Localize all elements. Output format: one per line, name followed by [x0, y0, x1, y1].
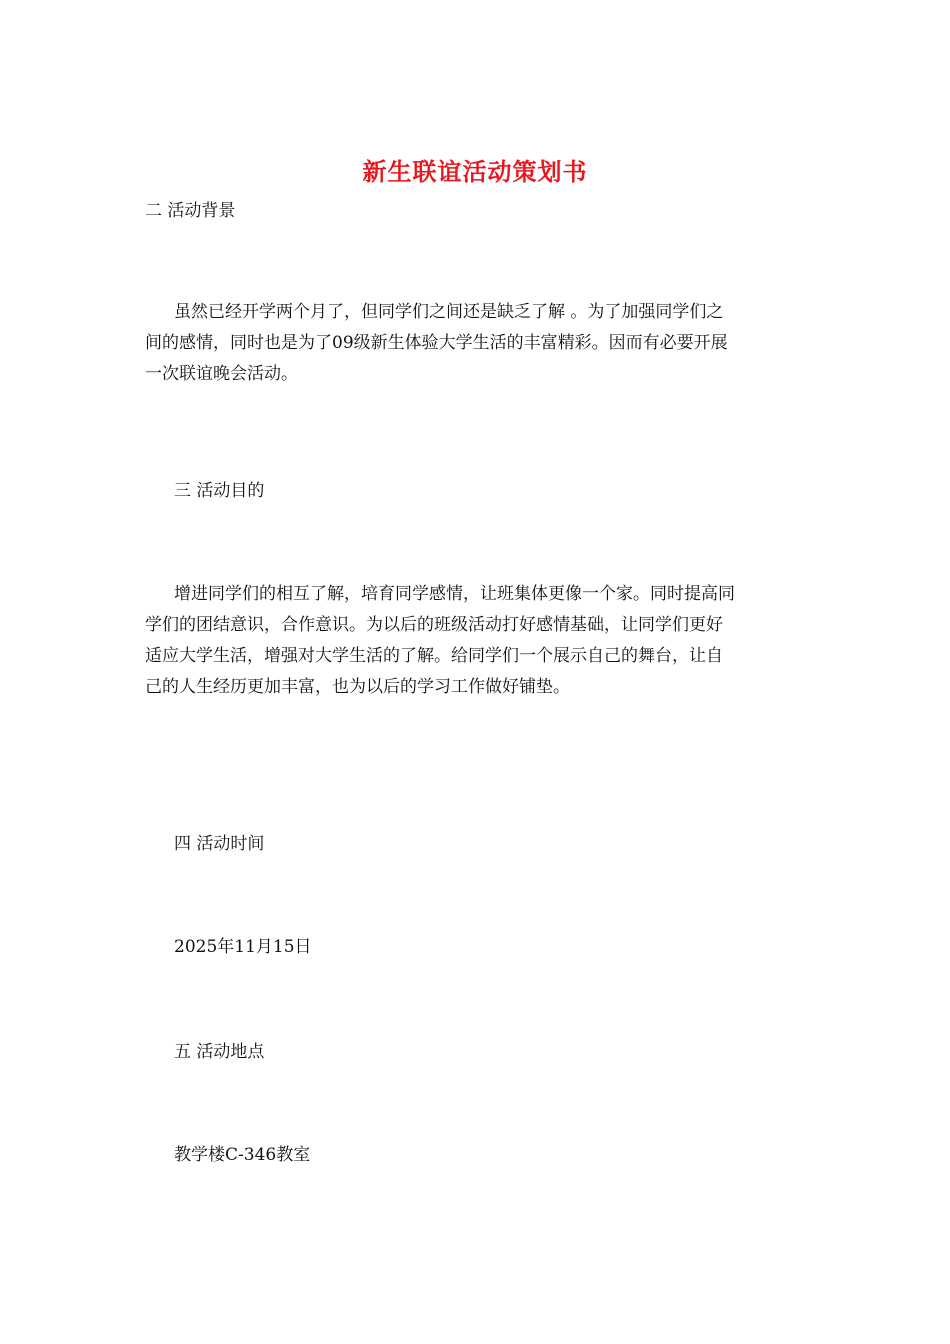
event-location: 教学楼C-346教室	[174, 1145, 311, 1165]
paragraph-line: 适应大学生活，增强对大学生活的了解。给同学们一个展示自己的舞台，让自	[145, 646, 723, 666]
paragraph-line: 间的感情，同时也是为了09级新生体验大学生活的丰富精彩。因而有必要开展	[145, 333, 728, 353]
document-title: 新生联谊活动策划书	[362, 157, 588, 186]
paragraph-line: 学们的团结意识，合作意识。为以后的班级活动打好感情基础，让同学们更好	[145, 615, 723, 635]
heading-location: 五 活动地点	[174, 1042, 265, 1062]
heading-time: 四 活动时间	[174, 834, 265, 854]
paragraph-line: 一次联谊晚会活动。	[145, 364, 298, 384]
paragraph-line: 虽然已经开学两个月了，但同学们之间还是缺乏了解 。为了加强同学们之	[174, 302, 724, 322]
heading-background: 二 活动背景	[145, 201, 236, 221]
event-date: 2025年11月15日	[174, 937, 312, 957]
paragraph-line: 增进同学们的相互了解，培育同学感情，让班集体更像一个家。同时提高同	[174, 584, 735, 604]
paragraph-line: 己的人生经历更加丰富，也为以后的学习工作做好铺垫。	[145, 677, 570, 697]
heading-purpose: 三 活动目的	[174, 481, 265, 501]
paragraph-purpose	[145, 579, 810, 703]
paragraph-background	[145, 297, 810, 390]
